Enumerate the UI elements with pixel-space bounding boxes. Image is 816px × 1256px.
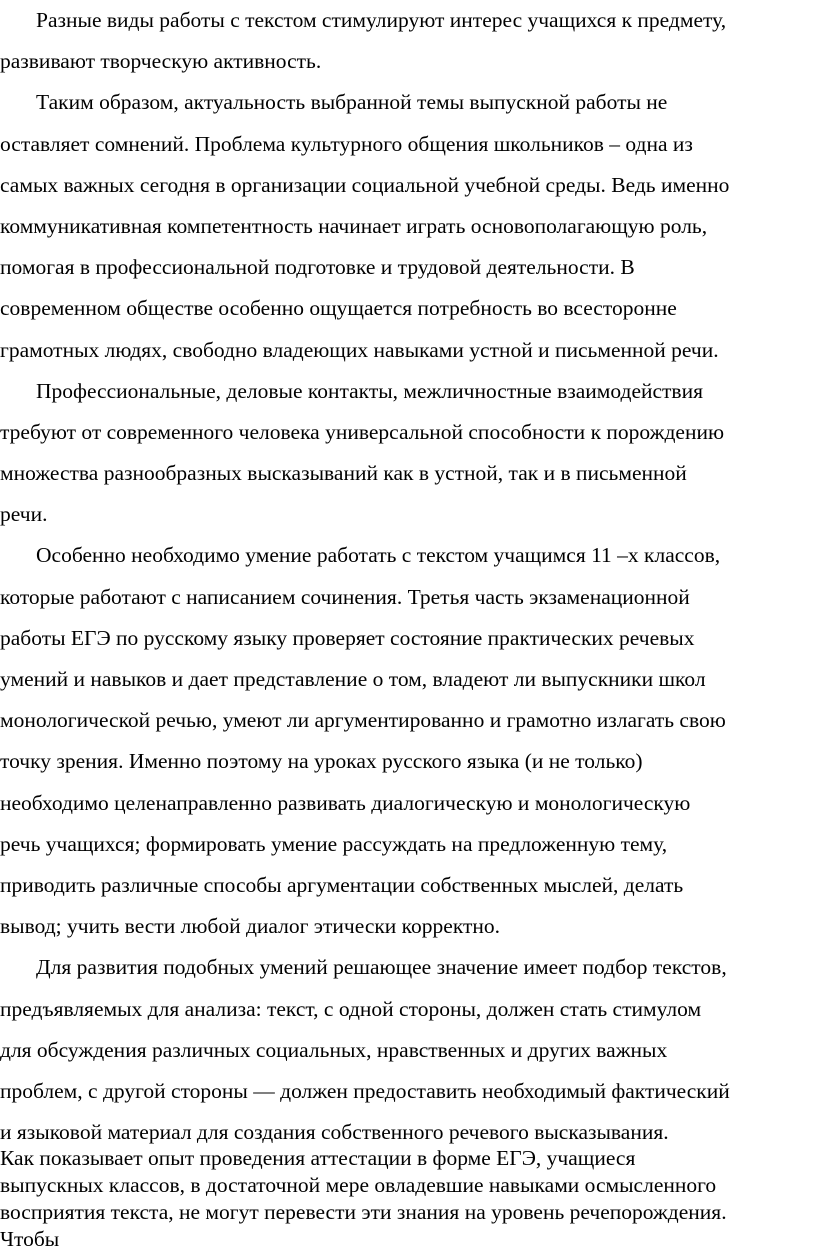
text-line: монологической речью, умеют ли аргументированно и грамотно излагать свою (0, 708, 726, 733)
text-line: оставляет сомнений. Проблема культурного общения школьников – одна из (0, 131, 693, 156)
paragraph (0, 947, 816, 1153)
text-line: Особенно необходимо умение работать с текстом учащимся 11 –х классов, (36, 543, 721, 568)
paragraph (0, 535, 816, 947)
text-line: для обсуждения различных социальных, нравственных и других важных (0, 1037, 668, 1062)
text-line: вывод; учить вести любой диалог этически корректно. (0, 914, 501, 939)
text-line: приводить различные способы аргументации собственных мыслей, делать (0, 872, 684, 897)
text-line: и языковой материал для создания собственного речевого высказывания. (0, 1120, 669, 1145)
document-tail-paragraph (0, 1145, 816, 1253)
text-line: Профессиональные, деловые контакты, межличностные взаимодействия (36, 378, 703, 403)
text-line: коммуникативная компетентность начинает играть основополагающую роль, (0, 213, 708, 238)
text-line: проблем, с другой стороны — должен предоставить необходимый фактический (0, 1078, 730, 1103)
paragraph (0, 371, 816, 536)
text-line: грамотных людях, свободно владеющих навыками устной и письменной речи. (0, 337, 719, 362)
text-line: предъявляемых для анализа: текст, с одной стороны, должен стать стимулом (0, 996, 702, 1021)
text-line: множества разнообразных высказываний как в устной, так и в письменной (0, 461, 687, 486)
paragraph (0, 0, 816, 82)
text-line: восприятия текста, не могут перевести эти знания на уровень речепорождения. (0, 1200, 727, 1224)
text-line: работы ЕГЭ по русскому языку проверяет состояние практических речевых (0, 625, 695, 650)
text-line: современном обществе особенно ощущается потребность во всесторонне (0, 296, 677, 321)
text-line: умений и навыков и дает представление о том, владеют ли выпускники школ (0, 667, 706, 691)
text-line: развивают творческую активность. (0, 49, 322, 74)
text-line: Разные виды работы с текстом стимулируют интерес учащихся к предмету, (36, 8, 727, 32)
text-line: необходимо целенаправленно развивать диалогическую и монологическую (0, 790, 691, 815)
text-line: Как показывает опыт проведения аттестации в форме ЕГЭ, учащиеся (0, 1146, 636, 1170)
text-line: речи. (0, 502, 48, 527)
text-line: которые работают с написанием сочинения. Третья часть экзаменационной (0, 584, 690, 609)
text-line: Таким образом, актуальность выбранной темы выпускной работы не (36, 90, 668, 115)
text-line: выпускных классов, в достаточной мере овладевшие навыками осмысленного (0, 1173, 717, 1197)
text-line: самых важных сегодня в организации социальной учебной среды. Ведь именно (0, 172, 730, 197)
text-line: речь учащихся; формировать умение рассуждать на предложенную тему, (0, 831, 668, 856)
text-line: точку зрения. Именно поэтому на уроках русского языка (и не только) (0, 749, 643, 774)
text-line: требуют от современного человека универсальной способности к порождению (0, 419, 725, 444)
paragraph (0, 82, 816, 370)
text-line: Для развития подобных умений решающее значение имеет подбор текстов, (36, 955, 727, 980)
text-line: Чтобы (0, 1227, 60, 1251)
text-line: помогая в профессиональной подготовке и трудовой деятельности. В (0, 255, 635, 280)
